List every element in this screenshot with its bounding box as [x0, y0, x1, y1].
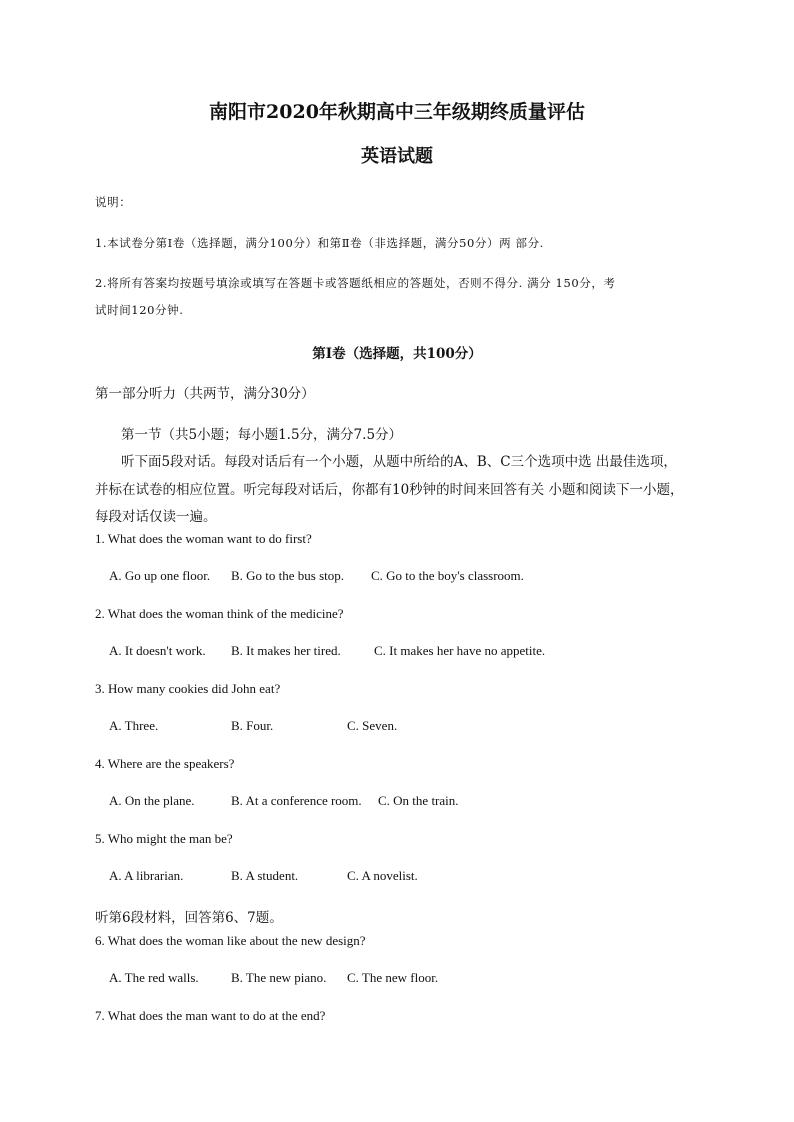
- question-5-stem: 5. Who might the man be?: [95, 831, 233, 846]
- question-3-option-c: C. Seven.: [347, 718, 398, 733]
- question-6-option-a: A. The red walls.: [109, 970, 199, 985]
- question-2-option-a: A. It doesn't work.: [109, 643, 206, 658]
- notes-line-2a: 2.将所有答案均按题号填涂或填写在答题卡或答题纸相应的答题处，否则不得分. 满分 150分，考: [95, 276, 616, 290]
- instructions-line-2: 并标在试卷的相应位置。听完每段对话后，你都有10秒钟的时间来回答有关 小题和阅读下一小题，: [95, 482, 684, 498]
- instructions-line-3: 每段对话仅读一遍。: [95, 509, 217, 525]
- question-4-option-a: A. On the plane.: [109, 793, 195, 808]
- part-heading: 第一部分听力（共两节，满分30分）: [95, 386, 315, 402]
- question-5-option-b: B. A student.: [231, 868, 299, 883]
- question-7-stem: 7. What does the man want to do at the end?: [95, 1008, 326, 1023]
- question-4-option-b: B. At a conference room.: [231, 793, 362, 808]
- notes-line-1: 1.本试卷分第Ⅰ卷（选择题，满分100分）和第Ⅱ卷（非选择题，满分50分）两 部分.: [95, 236, 544, 250]
- question-5-option-a: A. A librarian.: [109, 868, 184, 883]
- question-3-option-b: B. Four.: [231, 718, 274, 733]
- question-6-option-c: C. The new floor.: [347, 970, 439, 985]
- question-1-option-c: C. Go to the boy's classroom.: [371, 568, 524, 583]
- question-3-option-a: A. Three.: [109, 718, 159, 733]
- instructions-line-1: 听下面5段对话。每段对话后有一个小题，从题中所给的A、B、C三个选项中选 出最佳选项，: [121, 454, 677, 470]
- exam-title: 南阳市2020年秋期高中三年级期终质量评估: [209, 101, 585, 123]
- exam-subject: 英语试题: [361, 146, 433, 167]
- notes-line-2b: 试时间120分钟.: [95, 303, 184, 317]
- question-4-option-c: C. On the train.: [378, 793, 459, 808]
- question-6-option-b: B. The new piano.: [231, 970, 327, 985]
- question-2-stem: 2. What does the woman think of the medicine?: [95, 606, 344, 621]
- question-1-option-a: A. Go up one floor.: [109, 568, 211, 583]
- question-1-stem: 1. What does the woman want to do first?: [95, 531, 312, 546]
- question-4-stem: 4. Where are the speakers?: [95, 756, 235, 771]
- question-1-option-b: B. Go to the bus stop.: [231, 568, 345, 583]
- question-5-option-c: C. A novelist.: [347, 868, 418, 883]
- question-2-option-b: B. It makes her tired.: [231, 643, 341, 658]
- volume-heading: 第Ⅰ卷（选择题，共100分）: [312, 346, 482, 362]
- question-6-stem: 6. What does the woman like about the new design?: [95, 933, 366, 948]
- question-3-stem: 3. How many cookies did John eat?: [95, 681, 281, 696]
- material-6-note: 听第6段材料，回答第6、7题。: [95, 910, 283, 926]
- question-2-option-c: C. It makes her have no appetite.: [374, 643, 546, 658]
- section-heading: 第一节（共5小题；每小题1.5分，满分7.5分）: [121, 427, 403, 443]
- notes-label: 说明：: [95, 195, 132, 209]
